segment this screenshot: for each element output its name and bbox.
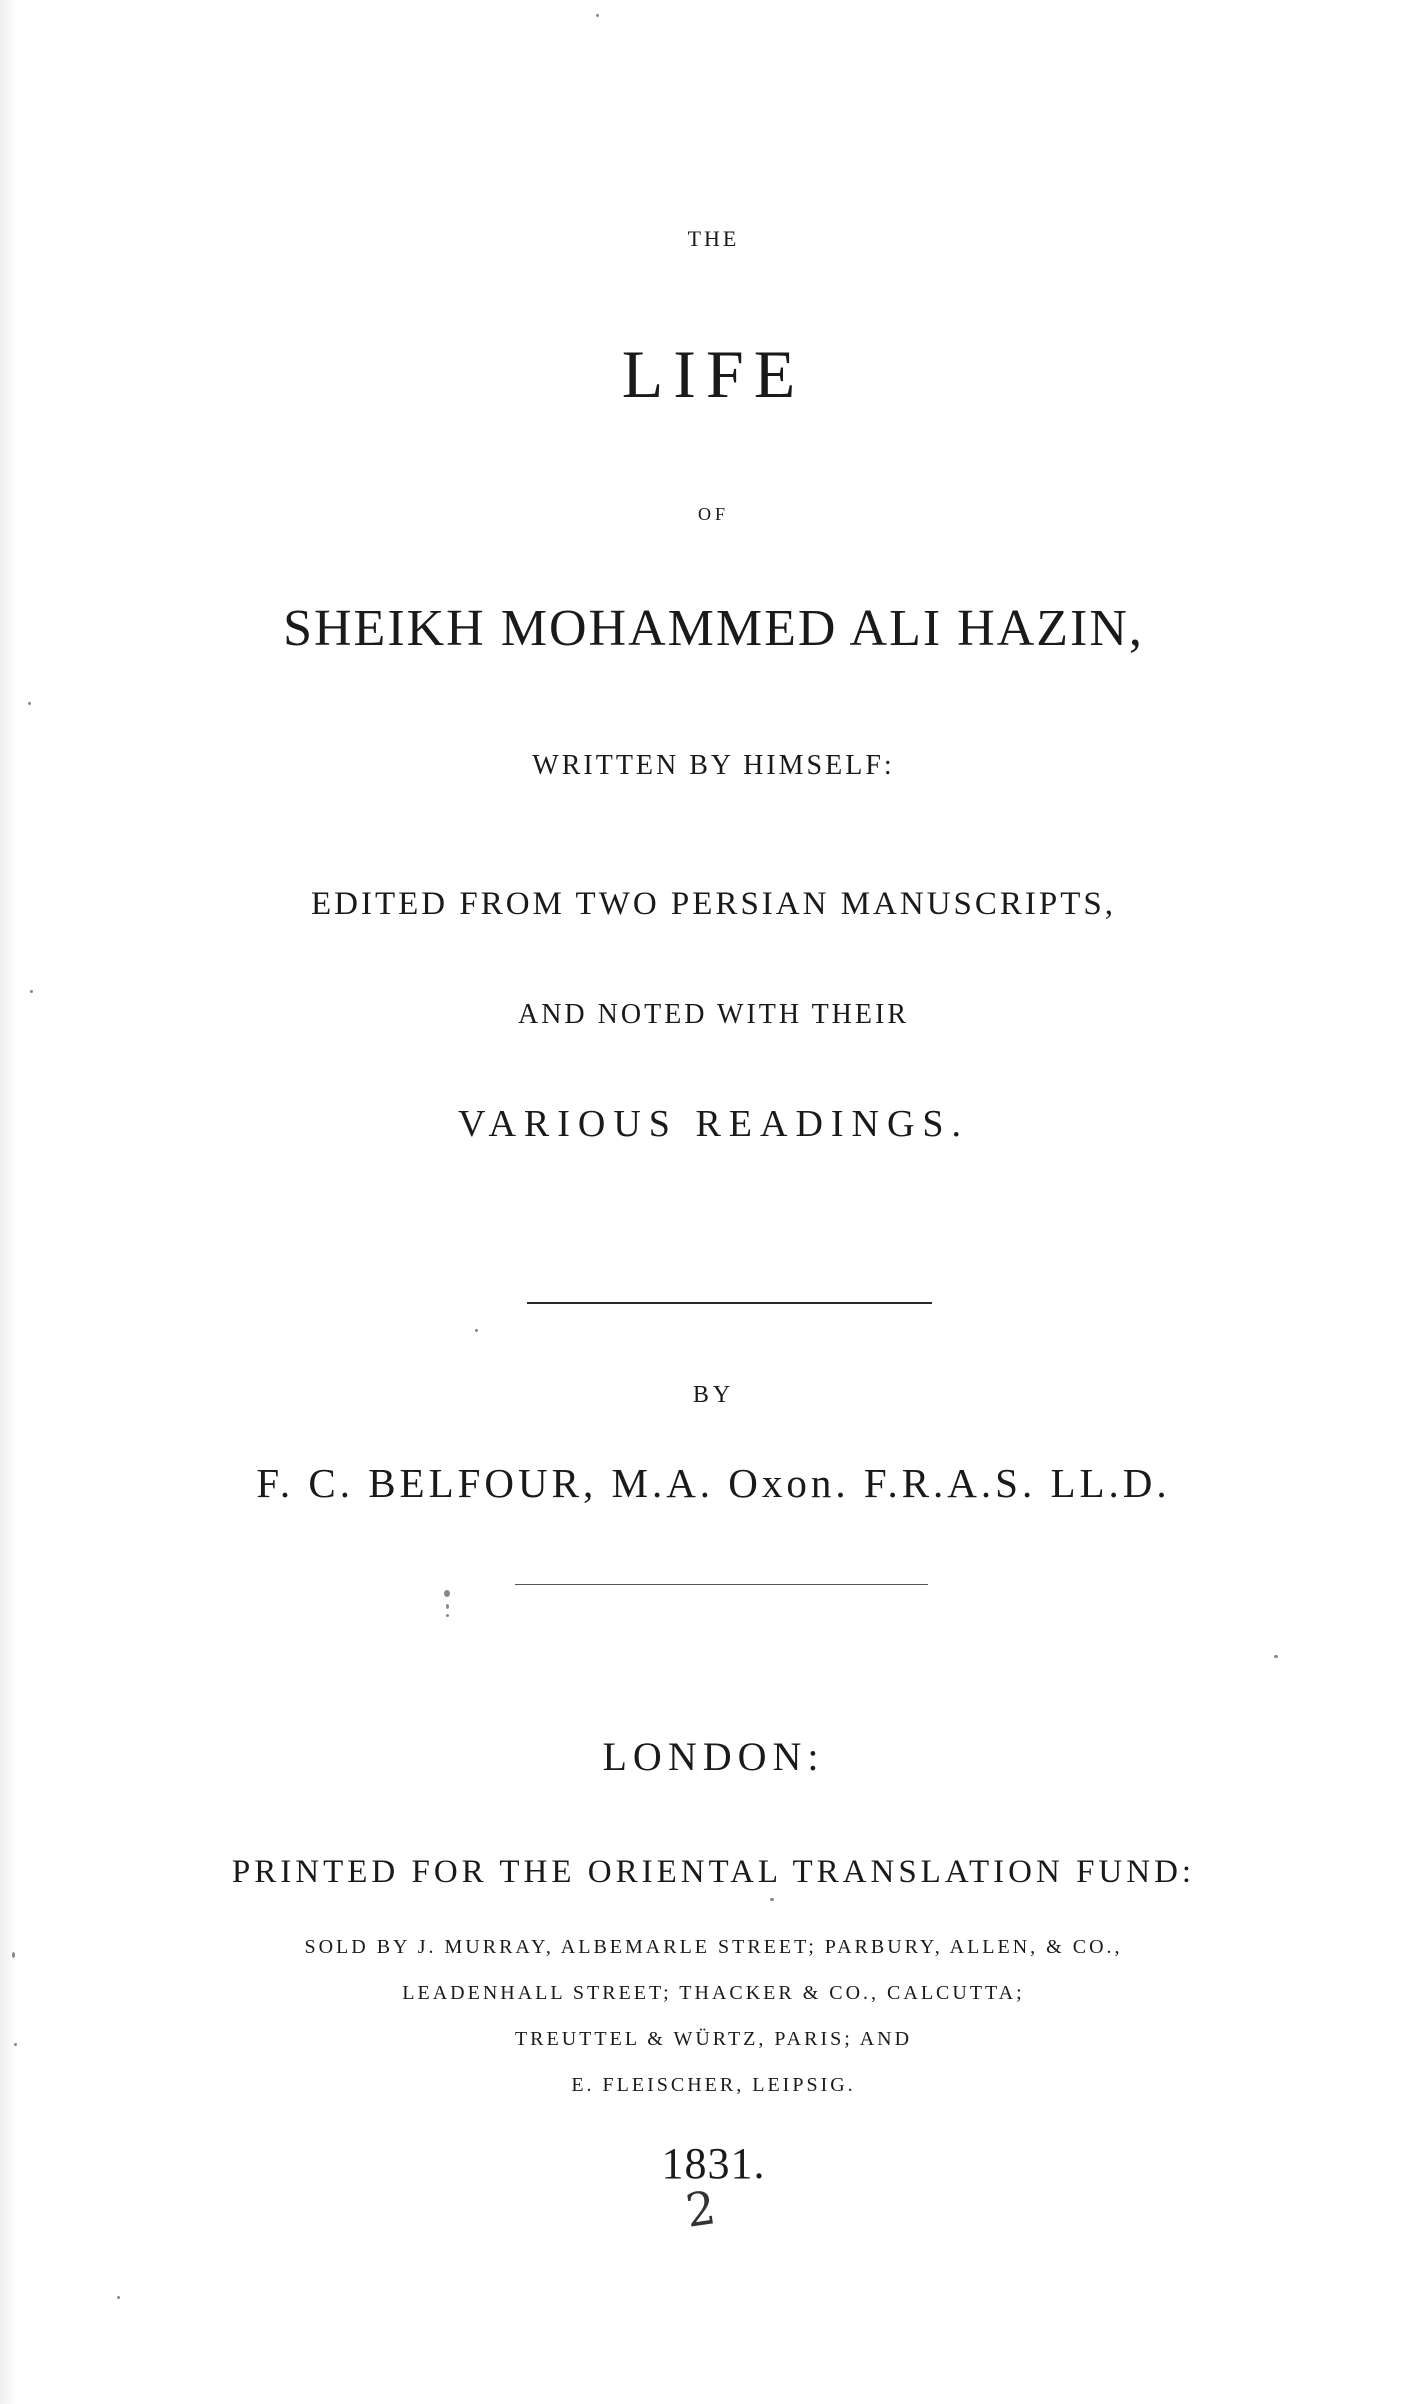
sold-by-line-4: E. FLEISCHER, LEIPSIG. [571,2074,856,2096]
paper-speck [12,1952,15,1958]
subject-name: SHEIKH MOHAMMED ALI HAZIN, [283,600,1144,657]
divider-rule-top [527,1302,932,1304]
paper-speck [30,990,33,993]
written-by-line: WRITTEN BY HIMSELF: [532,750,895,781]
by-line: BY [692,1382,735,1408]
various-readings-line: VARIOUS READINGS. [457,1103,970,1145]
divider-rule-bottom [515,1584,928,1585]
printed-for-line: PRINTED FOR THE ORIENTAL TRANSLATION FUND: [231,1854,1196,1890]
handwritten-mark-glyph: 2 [682,2180,719,2238]
paper-speck [446,1604,449,1609]
paper-speck [770,1898,774,1901]
title-article: THE [687,226,740,251]
title-preposition: OF [697,504,729,524]
paper-speck [28,702,31,705]
imprint-place: LONDON: [602,1734,825,1779]
main-title: LIFE [621,336,806,412]
noted-with-line: AND NOTED WITH THEIR [517,999,910,1030]
publication-year: 1831. [661,2139,766,2188]
paper-speck [1274,1655,1278,1658]
sold-by-line-2: LEADENHALL STREET; THACKER & CO., CALCUTTA; [402,1982,1025,2004]
paper-speck [596,14,599,17]
paper-speck [446,1614,449,1617]
sold-by-line-3: TREUTTEL & WÜRTZ, PARIS; AND [514,2028,913,2050]
paper-speck [14,2043,17,2046]
author-name: F. C. BELFOUR, M.A. Oxon. F.R.A.S. LL.D. [256,1460,1171,1506]
edited-from-line: EDITED FROM TWO PERSIAN MANUSCRIPTS, [310,886,1117,922]
paper-speck [475,1329,478,1332]
handwritten-mark [0,2180,1427,2238]
sold-by-line-1: SOLD BY J. MURRAY, ALBEMARLE STREET; PARBURY, ALLEN, & CO., [304,1936,1123,1958]
paper-speck [444,1590,450,1597]
paper-speck [117,2296,120,2299]
